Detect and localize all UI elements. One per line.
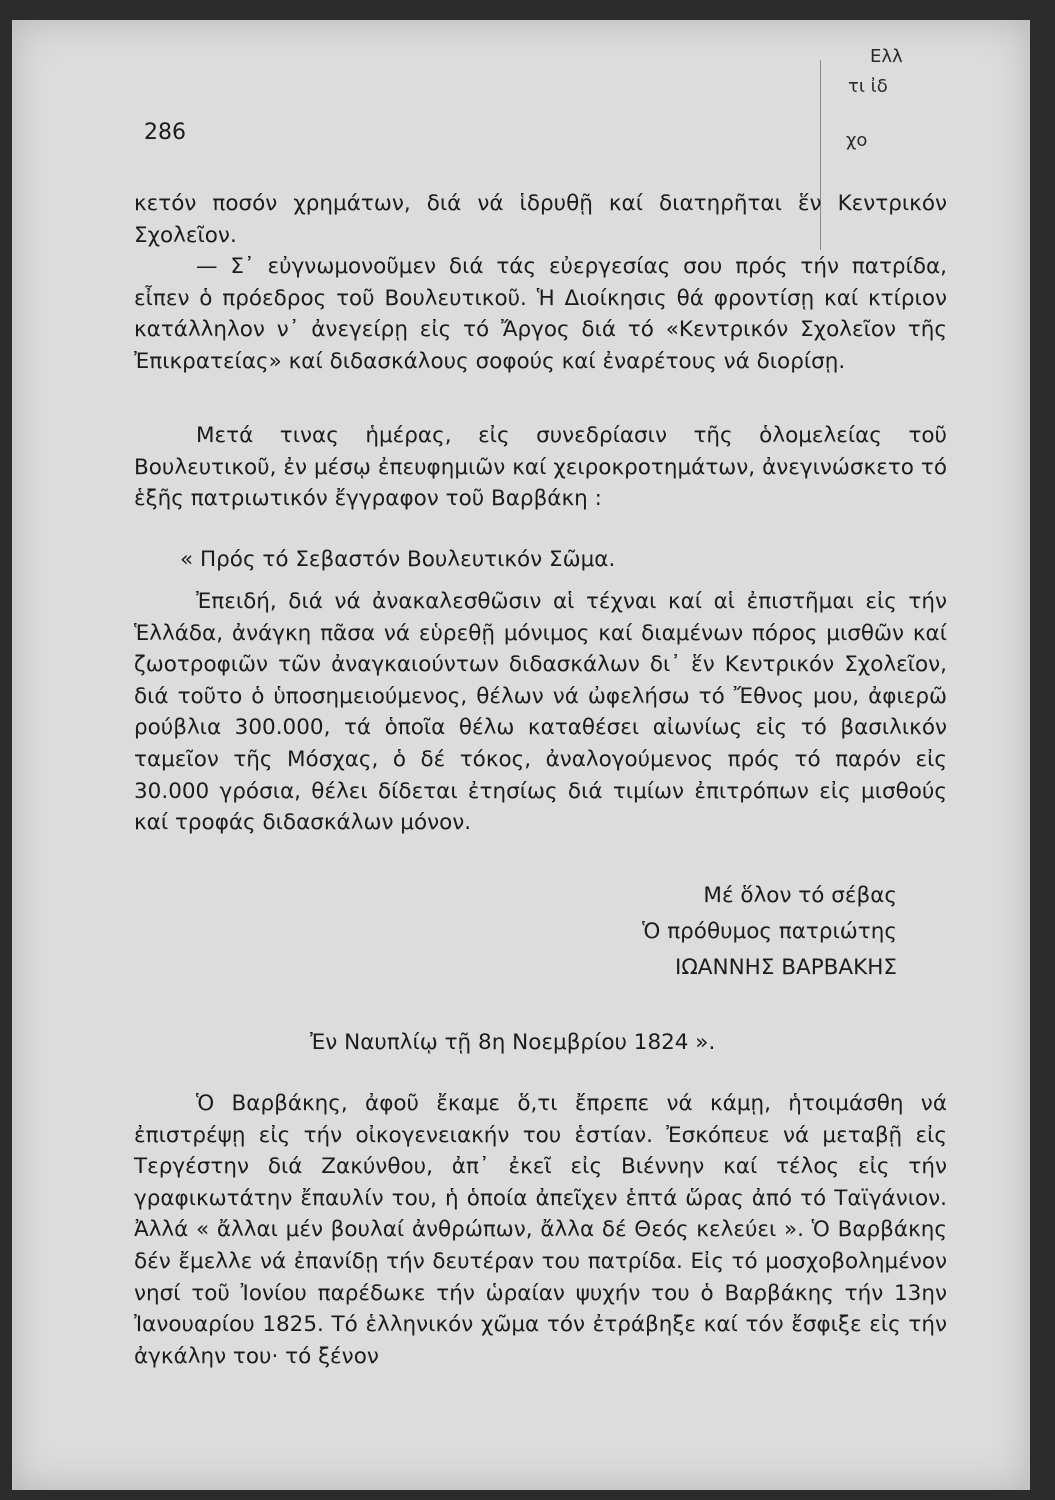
book-page	[12, 20, 1030, 1490]
margin-fragment: Ελλ	[870, 46, 903, 67]
paragraph: — Σ᾽ εὐγνωμονοῦμεν διά τάς εὐεργεσίας σου πρός τήν πατρίδα, εἶπεν ὁ πρόεδρος τοῦ Βουλευτικοῦ. Ἡ Διοίκησις θά φροντίσῃ καί κτίριον κατάλληλον ν᾽ ἀνεγείρῃ εἰς τό Ἄργος διά τό «Κεντρικόν Σχολεῖον τῆς Ἐπικρατείας» καί διδασκάλους σοφούς καί ἐναρέτους νά διορίσῃ.	[134, 254, 947, 374]
bleed-through-fragments	[832, 42, 947, 156]
letter-closing	[572, 878, 897, 986]
paragraph: Ὁ Βαρβάκης, ἀφοῦ ἔκαμε ὅ,τι ἔπρεπε νά κάμῃ, ἡτοιμάσθη νά ἐπιστρέψῃ εἰς τήν οἰκογενειακήν του ἑστίαν. Ἐσκόπευε νά μεταβῇ εἰς Τεργέστην διά Ζακύνθου, ἀπ᾽ ἐκεῖ εἰς Βιέννην καί τέλος εἰς τήν γραφικωτάτην ἔπαυλίν του, ἡ ὁποία ἀπεῖχεν ἑπτά ὥρας ἀπό τό Ταϊγάνιον. Ἀλλά « ἄλλαι μέν βουλαί ἀνθρώπων, ἄλλα δέ Θεός κελεύει ». Ὁ Βαρβάκης δέν ἔμελλε νά ἐπανίδῃ τήν δευτέραν του πατρίδα. Εἰς τό μοσχοβολημένον νησί τοῦ Ἰονίου παρέδωκε τήν ὡραίαν ψυχήν του ὁ Βαρβάκης τήν 13ην Ἰανουαρίου 1825. Τό ἑλληνικόν χῶμα τόν ἐτράβηξε καί τόν ἔσφιξε εἰς τήν ἀγκάλην του· τό ξένον	[134, 1091, 947, 1369]
letter-salutation: « Πρός τό Σεβαστόν Βουλευτικόν Σῶμα.	[180, 547, 616, 572]
paragraph: κετόν ποσόν χρημάτων, διά νά ἱδρυθῇ καί διατηρῆται ἕν Κεντρικόν Σχολεῖον.	[134, 191, 947, 248]
closing-line: Μέ ὅλον τό σέβας	[703, 883, 897, 908]
letter-body	[134, 586, 947, 839]
page-number: 286	[144, 120, 186, 145]
paragraph: Ἐπειδή, διά νά ἀνακαλεσθῶσιν αἱ τέχναι καί αἱ ἐπιστῆμαι εἰς τήν Ἑλλάδα, ἀνάγκη πᾶσα νά εὑρεθῇ μόνιμος καί διαμένων πόρος μισθῶν καί ζωοτροφιῶν τῶν ἀναγκαιούντων διδασκάλων δι᾽ ἕν Κεντρικόν Σχολεῖον, διά τοῦτο ὁ ὑποσημειούμενος, θέλων νά ὠφελήσω τό Ἔθνος μου, ἀφιερῶ ρούβλια 300.000, τά ὁποῖα θέλω καταθέσει αἰωνίως εἰς τό βασιλικόν ταμεῖον τῆς Μόσχας, ὁ δέ τόκος, ἀναλογούμενος πρός τό παρόν εἰς 30.000 γρόσια, θέλει δίδεται ἐτησίως διά τιμίων ἐπιτρόπων εἰς μισθούς καί τροφάς διδασκάλων μόνον.	[134, 589, 947, 836]
margin-fragment: χο	[846, 130, 868, 151]
signoff-line: Ὁ πρόθυμος πατριώτης	[642, 919, 897, 944]
introduction-text	[134, 420, 947, 515]
paragraph: Μετά τινας ἡμέρας, εἰς συνεδρίασιν τῆς ὁλομελείας τοῦ Βουλευτικοῦ, ἐν μέσῳ ἐπευφημιῶν καί χειροκροτημάτων, ἀνεγινώσκετο τό ἑξῆς πατριωτικόν ἔγγραφον τοῦ Βαρβάκη :	[134, 423, 947, 512]
closing-narrative	[134, 1088, 947, 1372]
place-date: Ἐν Ναυπλίῳ τῇ 8η Νοεμβρίου 1824 ».	[310, 1030, 716, 1055]
margin-fragment: τι ἰδ	[848, 76, 888, 97]
opening-text	[134, 188, 947, 378]
signature: ΙΩΑΝΝΗΣ ΒΑΡΒΑΚΗΣ	[675, 955, 897, 980]
